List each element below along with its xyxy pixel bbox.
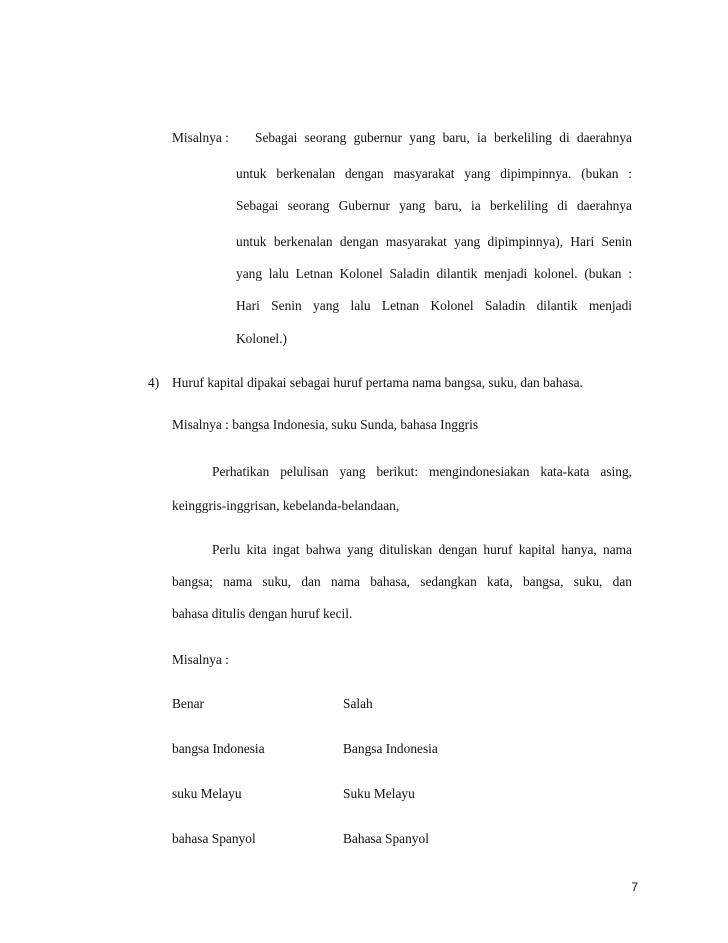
note2-line-1: Perlu kita ingat bahwa yang dituliskan dengan huruf kapital hanya, nama bbox=[212, 542, 632, 557]
note2-line-3: bahasa ditulis dengan huruf kecil. bbox=[172, 606, 353, 621]
example-label-text: Misalnya : bbox=[172, 130, 229, 145]
row-2-benar: suku Melayu bbox=[172, 786, 242, 801]
example-line-4: untuk berkenalan dengan masyarakat yang dipimpinnya), Hari Senin bbox=[236, 234, 632, 249]
header-benar: Benar bbox=[172, 696, 204, 711]
row-2-salah: Suku Melayu bbox=[343, 786, 415, 801]
rule-text: Huruf kapital dipakai sebagai huruf pertama nama bangsa, suku, dan bahasa. bbox=[172, 375, 583, 390]
header-salah: Salah bbox=[343, 696, 373, 711]
row-3-benar: bahasa Spanyol bbox=[172, 831, 256, 846]
row-1-benar: bangsa Indonesia bbox=[172, 741, 265, 756]
page-number: 7 bbox=[631, 880, 638, 894]
rule-number: 4) bbox=[148, 375, 160, 390]
note1-line-1: Perhatikan pelulisan yang berikut: mengindonesiakan kata-kata asing, bbox=[212, 464, 632, 479]
example-line-1: Sebagai seorang gubernur yang baru, ia berkeliling di daerahnya bbox=[255, 130, 632, 145]
example-line-5: yang lalu Letnan Kolonel Saladin dilantik menjadi kolonel. (bukan : bbox=[236, 266, 632, 281]
example-line-6: Hari Senin yang lalu Letnan Kolonel Saladin dilantik menjadi bbox=[236, 298, 632, 313]
example-label-2: Misalnya : bbox=[172, 652, 229, 667]
example-line-3: Sebagai seorang Gubernur yang baru, ia berkeliling di daerahnya bbox=[236, 198, 632, 213]
rule-example: Misalnya : bangsa Indonesia, suku Sunda, bahasa Inggris bbox=[172, 417, 479, 432]
example-line-2: untuk berkenalan dengan masyarakat yang dipimpinnya. (bukan : bbox=[236, 166, 632, 181]
row-1-salah: Bangsa Indonesia bbox=[343, 741, 438, 756]
example-line-7: Kolonel.) bbox=[236, 331, 287, 346]
note2-line-2: bangsa; nama suku, dan nama bahasa, sedangkan kata, bangsa, suku, dan bbox=[172, 574, 632, 589]
row-3-salah: Bahasa Spanyol bbox=[343, 831, 429, 846]
note1-line-2: keinggris-inggrisan, kebelanda-belandaan, bbox=[172, 498, 400, 513]
example-label bbox=[172, 129, 229, 147]
